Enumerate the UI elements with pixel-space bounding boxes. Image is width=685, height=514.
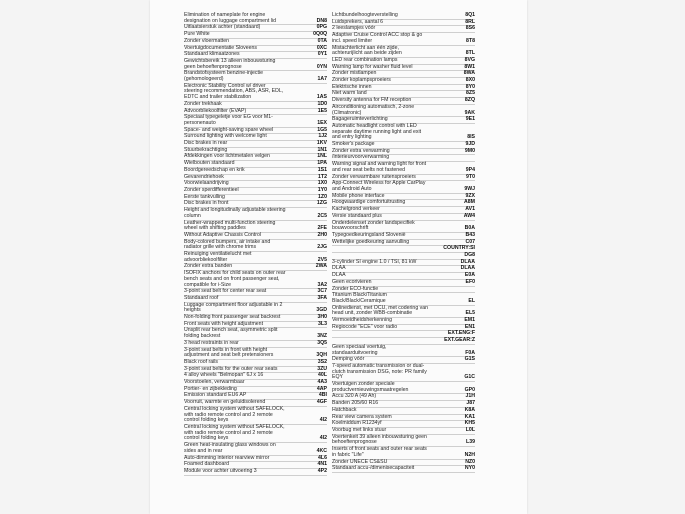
- option-code: 8X0: [465, 77, 475, 84]
- option-code: 0Y1: [317, 51, 327, 58]
- option-code: 1X0: [317, 180, 327, 187]
- option-row: [184, 443, 327, 455]
- option-code: G1C: [464, 374, 475, 381]
- option-code: 8ZQ: [464, 97, 475, 104]
- option-description: Black roof rails: [184, 358, 219, 365]
- option-description: DLAA: [332, 272, 346, 279]
- option-code: EL5: [465, 310, 475, 317]
- option-code: 9E1: [465, 116, 475, 123]
- option-row: [332, 124, 475, 142]
- option-code: 1T2: [318, 173, 327, 180]
- option-row: [332, 260, 475, 267]
- option-code: 8S6: [465, 25, 475, 32]
- option-code: 9T0: [466, 173, 475, 180]
- option-code: KH5: [464, 420, 475, 427]
- option-row: [184, 84, 327, 102]
- option-description: DLAA: [332, 265, 346, 272]
- option-description: Brandstofsysteem benzine-injectie (gehomologeerd): [184, 70, 264, 83]
- option-code: L39: [466, 439, 475, 446]
- option-description: Mobile phone interface: [332, 192, 385, 199]
- option-description: Accu 320 A (49 Ah): [332, 393, 377, 400]
- option-code: 9JD: [465, 141, 475, 148]
- option-code: 3C7: [317, 288, 327, 295]
- option-row: [332, 33, 475, 45]
- option-description: Voorstoelen, verwarmbaar: [184, 379, 245, 386]
- option-description: Zonder extra verwarming: [332, 147, 390, 154]
- option-description: Diversity antenna for FM reception: [332, 97, 412, 104]
- option-description: Bagageruimteverlichting: [332, 116, 388, 123]
- option-code: L0L: [465, 427, 475, 433]
- option-description: Green heat-insulating glass windows on sides and in rear: [184, 442, 276, 454]
- option-code: AV1: [465, 206, 475, 213]
- option-description: Koelmiddum R1234yf: [332, 420, 382, 427]
- option-description: Voertuigdocumentatie Sloveens: [184, 44, 257, 51]
- option-code: 1S1: [317, 166, 327, 173]
- option-row: [184, 469, 327, 476]
- option-row: [332, 162, 475, 174]
- option-code: 4A3: [317, 379, 327, 386]
- option-description: 3 head restraints in rear: [184, 339, 239, 346]
- option-description: Vermoeidheidsherkenning: [332, 317, 392, 324]
- option-description: Standaard klimaatzones: [184, 51, 240, 58]
- option-description: Voorwielaandrijving: [184, 180, 229, 187]
- option-description: Wettelijke goedkeuring aanvulling: [332, 238, 410, 245]
- option-code: 8Q1: [465, 12, 475, 18]
- option-description: Eerste tankvulling: [184, 193, 225, 200]
- option-description: Airconditioning automatisch, 2-zone (Climatronic): [332, 103, 415, 116]
- option-description: Uitlaatsierstuk achter (standaard): [184, 24, 261, 31]
- option-code: 4GF: [316, 399, 327, 406]
- option-row: [332, 447, 475, 459]
- option-description: Onderdelenset zonder landspecifiek bouwvoorschrift: [332, 219, 415, 232]
- option-code: 8Z5: [466, 90, 475, 97]
- option-code: GP0: [464, 386, 475, 393]
- option-code: G1S: [464, 356, 475, 363]
- option-code: 1Z0: [318, 193, 327, 200]
- option-code: DLAA: [460, 258, 475, 265]
- option-description: Reinuiging ventilatielucht met advoorbliekoolfilter: [184, 251, 252, 263]
- option-code: C07: [465, 238, 475, 245]
- option-code: 4BI: [318, 392, 327, 399]
- option-description: 4 alloy wheels "Belmopan" 6J x 16: [184, 372, 264, 379]
- option-code: 40L: [318, 372, 327, 379]
- option-description: Emission standard EU6 AP: [184, 392, 247, 399]
- option-description: Foamed dashboard: [184, 461, 229, 468]
- option-description: Elektrische innen: [332, 83, 372, 90]
- option-row: [332, 246, 475, 253]
- option-code: 3QH: [316, 352, 327, 359]
- option-code: 1G5: [317, 126, 327, 133]
- option-description: Auto-dimming interior rearview mirror: [184, 454, 270, 461]
- option-code: 3ZU: [317, 365, 327, 372]
- option-description: Speciaal typegeletje voor EG voor M1- personenauto: [184, 114, 273, 126]
- option-description: Pure White: [184, 31, 210, 38]
- option-code: 1AS: [316, 94, 327, 101]
- option-description: Geen ecorivieren: [332, 278, 372, 285]
- option-code: 8WA: [463, 70, 475, 77]
- option-description: Regiocode "ECE" voor radio: [332, 323, 398, 330]
- option-description: Geen speciaal voertuig, standaarduitvoering: [332, 343, 387, 356]
- option-description: Onlinedienst, met OCU, met codering van head unit, zonder WBB-combinatie: [332, 304, 429, 317]
- option-code: 1E5: [317, 107, 327, 114]
- option-row: [184, 425, 327, 443]
- option-code: 2FE: [317, 225, 327, 232]
- option-description: Niet warm land: [332, 90, 367, 97]
- option-code: NZ0: [465, 458, 475, 465]
- option-description: Voorbug met links stuur: [332, 427, 387, 433]
- option-row: [184, 208, 327, 220]
- option-description: Voorruit, warmte en geluidisolerend: [184, 399, 266, 406]
- option-code: 4I2: [319, 435, 327, 442]
- option-code: 2JG: [317, 244, 327, 251]
- option-code: 3NZ: [317, 333, 327, 340]
- option-code: 2V5: [317, 256, 327, 263]
- option-description: Height and longitudinally adjustable steering column: [184, 207, 286, 219]
- option-code: 8T8: [466, 37, 475, 44]
- option-code: EXT.ENG:F: [447, 330, 475, 337]
- option-code: 3L3: [318, 320, 327, 327]
- option-code: 4KC: [316, 447, 327, 454]
- option-code: 8VG: [464, 56, 475, 63]
- option-code: 0XC: [316, 44, 327, 51]
- option-code: AW4: [463, 212, 475, 219]
- option-code: 9P4: [465, 166, 475, 173]
- option-description: Mistachterlicht aan één zijde, achterurijlicht aan beide zijden: [332, 44, 402, 57]
- option-description: Automatic headlight control with LED separate daytime running light and exit and entry lighting: [332, 122, 422, 141]
- option-row: [184, 115, 327, 127]
- option-description: Warning lamp for washer fluid level: [332, 63, 413, 70]
- option-code: 9AK: [464, 109, 475, 116]
- option-code: 9M0: [464, 147, 475, 154]
- option-code: B43: [465, 231, 475, 238]
- option-description: App-Connect Wireless for Apple CarPlay and Android Auto: [332, 180, 426, 192]
- option-code: 9ZX: [465, 192, 475, 199]
- option-code: NY0: [464, 465, 475, 472]
- option-row: [332, 293, 475, 305]
- option-description: Stuurbekrachtiging: [184, 146, 228, 153]
- option-description: Kachelgrond verkeer: [332, 206, 380, 213]
- option-description: 3-point seat belts in front with height adjustment and seat belt pretensioners: [184, 346, 274, 359]
- option-description: Versie standaard plus: [332, 212, 382, 219]
- option-row: [184, 71, 327, 83]
- option-description: 3-cylinder SI engine 1.0 / TSI, 81 kW: [332, 258, 417, 265]
- option-description: Luidsprekers, aantal 6: [332, 18, 384, 25]
- option-description: Without Adaptive Chassis Control: [184, 231, 261, 238]
- option-description: Hatchback: [332, 406, 357, 413]
- option-description: Standaard roof: [184, 294, 219, 301]
- option-code: DN8: [316, 17, 327, 24]
- option-code: 1KV: [316, 140, 327, 147]
- option-code: 4AP: [316, 385, 327, 392]
- option-description: 7-speed automatic transmission or dual- clutch transmission DSG, note: PR family EQY: [332, 362, 427, 381]
- option-description: 3-point seat belts for the outer rear seats: [184, 365, 278, 372]
- option-description: Zonder vloermatten: [184, 37, 229, 44]
- option-description: Zonder ECO-functie: [332, 285, 379, 292]
- option-code: 4L6: [318, 454, 327, 461]
- option-description: Zonder sperdifferentieel: [184, 186, 239, 193]
- option-code: 1N1: [317, 146, 327, 153]
- option-description: ISOFIX anchors for child seats on outer rear bench seats and on front passenger seat, compatible for i-Size: [184, 270, 286, 288]
- option-description: Rear view camera system: [332, 413, 392, 420]
- option-description: Central locking system without SAFELOCK, with radio remote control and 2 remote control folding keys: [184, 424, 285, 442]
- option-code: 0TA: [317, 37, 327, 44]
- option-code: 2H0: [317, 231, 327, 238]
- option-code: DG8: [464, 252, 475, 259]
- option-code: A8M: [464, 199, 475, 206]
- option-description: Disc brakes in front: [184, 200, 229, 207]
- option-description: Smoker's package: [332, 141, 375, 148]
- option-description: Zonder trekhaak: [184, 100, 222, 107]
- option-code: F0A: [465, 349, 475, 356]
- option-description: Zonder koplampsproeiers: [332, 77, 391, 84]
- option-code: 3Q5: [317, 339, 327, 346]
- option-description: Zonder UNECE CS&SU: [332, 458, 388, 465]
- option-code: 1A7: [317, 76, 327, 83]
- option-code: COUNTRY:SI: [443, 245, 475, 252]
- option-description: Boordgereedschap en krik: [184, 166, 245, 173]
- option-code: 1Y0: [317, 186, 327, 193]
- option-description: Afdekkingen voor lichtmetalen velgen: [184, 153, 270, 160]
- option-code: EXT.GEAR:Z: [444, 337, 475, 344]
- option-code: EF0: [465, 278, 475, 285]
- option-code: 3A2: [317, 281, 327, 288]
- option-description: Voertenkeit 39 alleen inbouwsturing geen behoeftenprognose: [332, 433, 427, 446]
- option-code: 8IS: [467, 134, 475, 141]
- option-code: 0Q0Q: [313, 31, 327, 38]
- option-code: 8RL: [465, 18, 475, 25]
- option-description: Module voor achter uitvoering 3: [184, 467, 257, 474]
- option-code: 8W1: [464, 63, 475, 70]
- option-code: 4N1: [317, 461, 327, 468]
- option-code: E0A: [464, 272, 475, 279]
- option-row: [184, 271, 327, 289]
- option-description: Unsplit rear bench seat, asymmetric split folding backrest: [184, 327, 278, 340]
- option-description: 2 leeslampjes vóór: [332, 25, 376, 32]
- option-description: Front seats with height adjustment: [184, 320, 264, 327]
- option-code: 0YN: [316, 63, 327, 70]
- option-description: Electronic Stability Control w/ driver steering recommendation, ABS, ASR, EDL, EDTC and trailer stabilization: [184, 82, 284, 101]
- option-row: [184, 328, 327, 340]
- option-description: Gevarendriehoek: [184, 173, 224, 180]
- option-description: Typegoedkeuringsland Sloveniё: [332, 231, 406, 238]
- option-description: Banden 205/60 R16: [332, 400, 379, 407]
- option-description: Demping vóór: [332, 356, 365, 363]
- option-description: Surround lighting with welcome light: [184, 133, 267, 140]
- option-code: 1PA: [317, 160, 327, 167]
- option-description: Zonder mistlampen: [332, 70, 377, 77]
- option-code: 2WA: [315, 263, 327, 270]
- option-code: 3GD: [316, 307, 327, 314]
- option-code: 9WJ: [464, 185, 475, 192]
- option-code: 1J2: [318, 133, 327, 140]
- option-description: 3-point seat belt for center rear seat: [184, 288, 267, 295]
- option-row: [184, 407, 327, 425]
- option-row: [332, 181, 475, 193]
- option-description: Wielbouten standaard: [184, 160, 235, 167]
- option-code: 1ZG: [316, 200, 327, 207]
- option-code: 1EX: [317, 119, 327, 126]
- right-column: [332, 13, 475, 473]
- option-code: 3FA: [317, 294, 327, 301]
- option-description: Warning signal and warning light for front and rear seat belts not fastened: [332, 161, 427, 173]
- option-code: 2C5: [317, 212, 327, 219]
- option-code: DLAA: [460, 265, 475, 272]
- option-code: N2H: [464, 451, 475, 458]
- option-code: EN1: [464, 323, 475, 330]
- option-row: [332, 364, 475, 382]
- left-column: [184, 13, 327, 476]
- option-code: 3H0: [317, 314, 327, 321]
- option-description: Space- and weight-saving spare wheel: [184, 126, 274, 133]
- option-description: Standaard accu-/dimenisecapaciteit: [332, 465, 415, 472]
- option-description: Zonder verwarmbare ruitensproeiers: [332, 173, 416, 180]
- option-code: 8Y0: [465, 83, 475, 90]
- option-description: /interieurvoorverwarming: [332, 154, 390, 161]
- option-row: [332, 266, 475, 273]
- option-description: Body-colored bumpers, air intake and radiator grille with chrome trims: [184, 238, 271, 251]
- option-description: LED rear combination lamps: [332, 56, 398, 63]
- option-description: Voertuigen zonder speciale productvernieuwingsmaatregelen: [332, 381, 409, 393]
- option-description: Luggage compartment floor adjustable in 2 heights: [184, 301, 283, 314]
- option-description: Portier- en zijbekleding: [184, 385, 237, 392]
- option-code: 1D0: [317, 100, 327, 107]
- option-description: Central locking system without SAFELOCK, with radio remote control and 2 remote control folding keys: [184, 405, 285, 424]
- document-sheet: [150, 0, 527, 514]
- option-code: 3S2: [317, 358, 327, 365]
- option-code: EL: [468, 297, 475, 304]
- option-row: [332, 466, 475, 473]
- option-description: Inserts of front seats and outer rear seats in fabric "Life": [332, 446, 427, 458]
- option-description: Hoogwaardige comfortuitrusting: [332, 199, 406, 206]
- option-code: J87: [466, 400, 475, 407]
- option-description: Adaptive Cruise Control ACC stop & go incl. speed limiter: [332, 32, 423, 44]
- option-description: Leather-wrapped multi-function steering wheel with shifting paddles: [184, 219, 276, 232]
- option-code: 8TL: [465, 50, 475, 57]
- option-code: J1H: [465, 393, 475, 400]
- option-description: Gewichtsbereik 13 alleen inbouwsturing geen behoeftenprognose: [184, 57, 276, 70]
- option-description: Lichtbundelhoogteverstelling: [332, 12, 398, 18]
- option-description: Elimination of nameplate for engine designation on luggage compartment lid: [184, 12, 276, 24]
- option-code: KA1: [464, 413, 475, 420]
- option-code: EM1: [464, 317, 475, 324]
- option-description: Non-folding front passenger seat backrest: [184, 314, 281, 321]
- option-code: 1NL: [317, 153, 327, 160]
- option-code: 4I2: [319, 417, 327, 424]
- option-code: 4P2: [317, 467, 327, 474]
- option-description: Titanium Black/Titanium Black/Black/Ceramique: [332, 292, 387, 304]
- option-code: 0PG: [316, 24, 327, 31]
- option-code: K8A: [464, 406, 475, 413]
- option-description: Zonder extra banden: [184, 263, 233, 270]
- option-description: Advoorbliekoolfilter (EVAP): [184, 107, 247, 114]
- option-code: B0A: [464, 225, 475, 232]
- option-description: Disc brakes in rear: [184, 140, 228, 147]
